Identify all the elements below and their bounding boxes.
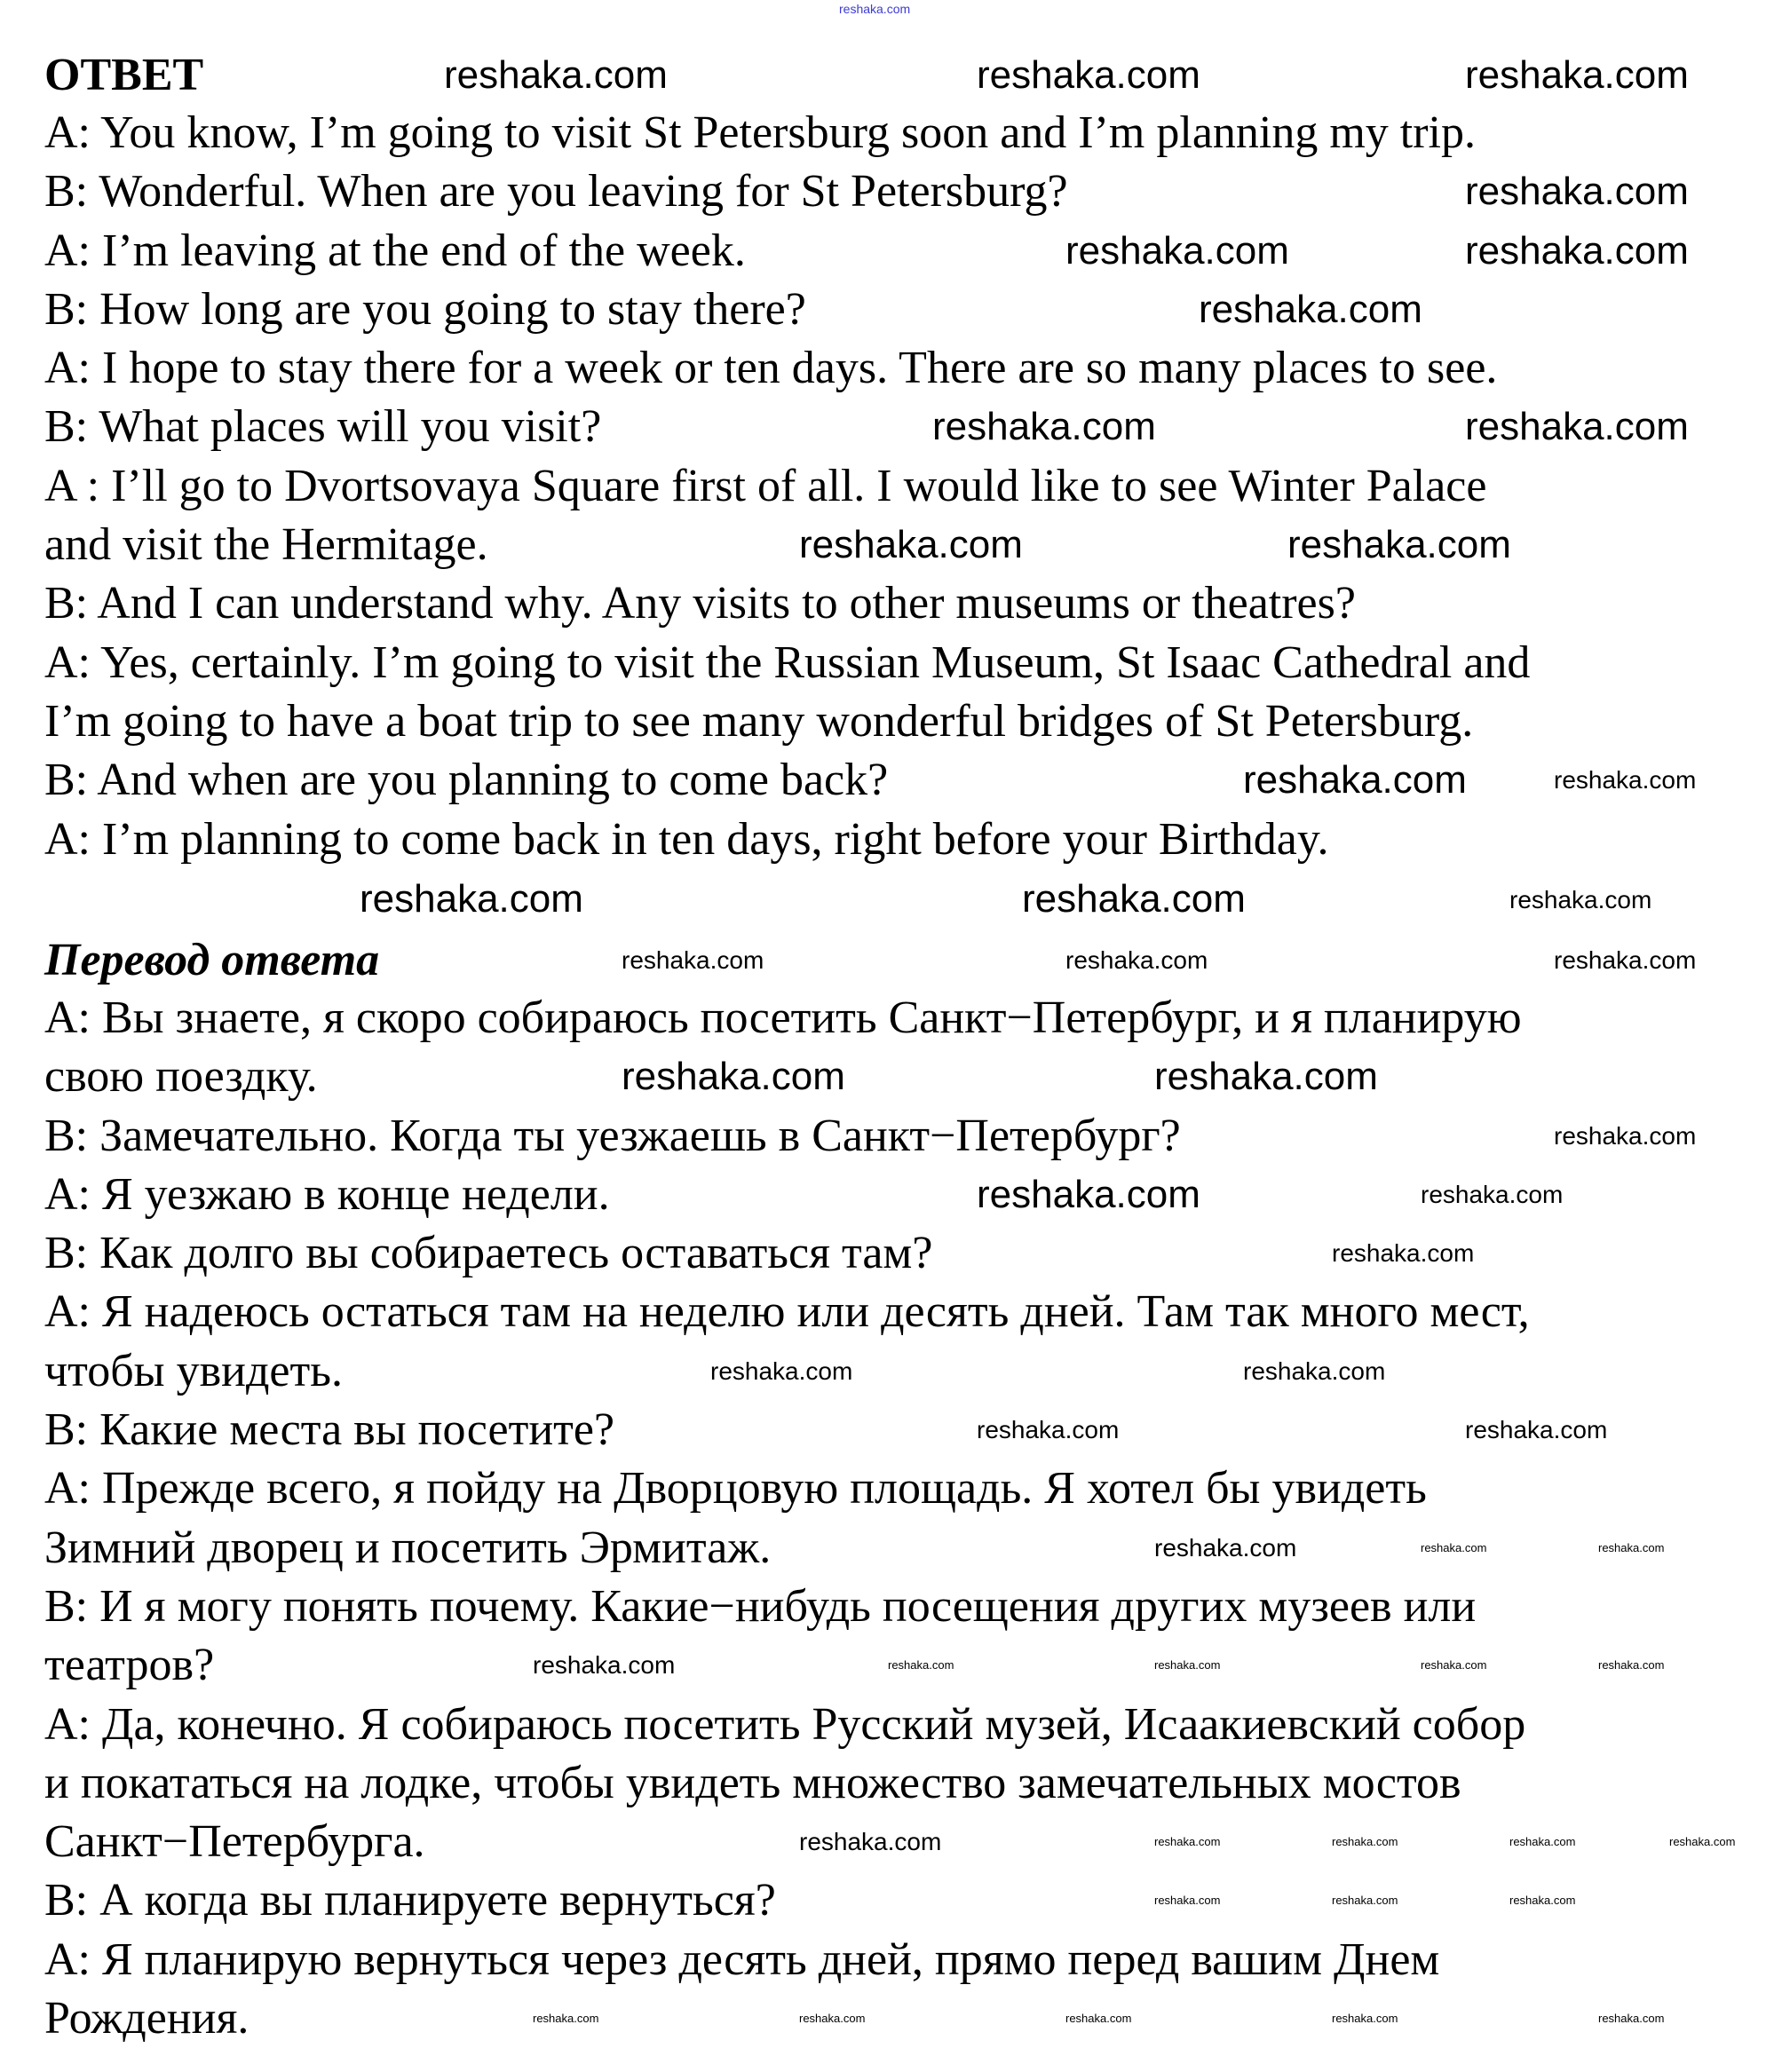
watermark: reshaka.com bbox=[977, 53, 1200, 97]
watermark: reshaka.com bbox=[1199, 288, 1422, 331]
watermark: reshaka.com bbox=[533, 2012, 599, 2025]
dialogue-line: and visit the Hermitage. bbox=[44, 519, 488, 571]
watermark: reshaka.com bbox=[1022, 877, 1246, 921]
watermark: reshaka.com bbox=[1287, 523, 1511, 566]
dialogue-line: Зимний дворец и посетить Эрмитаж. bbox=[44, 1522, 772, 1573]
dialogue-line: B: And I can understand why. Any visits to other museums or theatres? bbox=[44, 578, 1356, 629]
watermark: reshaka.com bbox=[932, 405, 1156, 448]
watermark: reshaka.com bbox=[1421, 1181, 1564, 1208]
dialogue-line: свою поездку. bbox=[44, 1051, 318, 1103]
watermark: reshaka.com bbox=[1554, 766, 1697, 794]
watermark: reshaka.com bbox=[1465, 53, 1689, 97]
dialogue-line: A: Yes, certainly. I’m going to visit the Russian Museum, St Isaac Cathedral and bbox=[44, 637, 1531, 688]
dialogue-line: A: I hope to stay there for a week or ten days. There are so many places to see. bbox=[44, 343, 1498, 394]
watermark: reshaka.com bbox=[1154, 1894, 1221, 1907]
watermark: reshaka.com bbox=[360, 877, 583, 921]
watermark: reshaka.com bbox=[622, 946, 764, 974]
watermark: reshaka.com bbox=[888, 1658, 954, 1672]
watermark: reshaka.com bbox=[799, 523, 1023, 566]
watermark: reshaka.com bbox=[1332, 1835, 1398, 1848]
watermark: reshaka.com bbox=[1421, 1658, 1487, 1672]
watermark: reshaka.com bbox=[533, 1651, 676, 1679]
dialogue-line: A : I’ll go to Dvortsovaya Square first of all. I would like to see Winter Palace bbox=[44, 460, 1487, 511]
dialogue-line: B: Как долго вы собираетесь оставаться там? bbox=[44, 1228, 933, 1279]
watermark: reshaka.com bbox=[1554, 1122, 1697, 1150]
watermark: reshaka.com bbox=[1065, 229, 1289, 273]
dialogue-line: A: Прежде всего, я пойду на Дворцовую площадь. Я хотел бы увидеть bbox=[44, 1463, 1427, 1514]
watermark: reshaka.com bbox=[1332, 1239, 1475, 1267]
watermark: reshaka.com bbox=[1509, 1835, 1576, 1848]
watermark: reshaka.com bbox=[1509, 886, 1652, 913]
watermark: reshaka.com bbox=[977, 1416, 1120, 1443]
dialogue-line: B: And when are you planning to come back? bbox=[44, 755, 889, 806]
dialogue-line: B: Какие места вы посетите? bbox=[44, 1404, 615, 1456]
dialogue-line: B: А когда вы планируете вернуться? bbox=[44, 1875, 776, 1926]
watermark: reshaka.com bbox=[1332, 1894, 1398, 1907]
dialogue-line: B: И я могу понять почему. Какие−нибудь посещения других музеев или bbox=[44, 1580, 1477, 1632]
dialogue-line: A: Я планирую вернуться через десять дней, прямо перед вашим Днем bbox=[44, 1934, 1440, 1985]
dialogue-line: A: Я надеюсь остаться там на неделю или десять дней. Там так много мест, bbox=[44, 1286, 1530, 1338]
watermark: reshaka.com bbox=[1154, 1835, 1221, 1848]
answer-heading: ОТВЕТ bbox=[44, 50, 204, 100]
dialogue-line: Рождения. bbox=[44, 1993, 249, 2044]
dialogue-line: B: What places will you visit? bbox=[44, 401, 602, 453]
watermark: reshaka.com bbox=[1332, 2012, 1398, 2025]
dialogue-line: театров? bbox=[44, 1640, 215, 1691]
dialogue-line: B: How long are you going to stay there? bbox=[44, 283, 806, 335]
watermark: reshaka.com bbox=[622, 1055, 845, 1098]
dialogue-line: I’m going to have a boat trip to see many wonderful bridges of St Petersburg. bbox=[44, 695, 1474, 747]
watermark: reshaka.com bbox=[1465, 170, 1689, 213]
dialogue-line: A: I’m leaving at the end of the week. bbox=[44, 225, 746, 276]
dialogue-line: A: Вы знаете, я скоро собираюсь посетить Санкт−Петербург, и я планирую bbox=[44, 993, 1522, 1043]
watermark: reshaka.com bbox=[1154, 1534, 1297, 1562]
watermark: reshaka.com bbox=[1509, 1894, 1576, 1907]
translation-dialogue bbox=[44, 989, 1530, 2048]
watermark: reshaka.com bbox=[1554, 946, 1697, 974]
watermark: reshaka.com bbox=[1669, 1835, 1736, 1848]
watermark: reshaka.com bbox=[444, 53, 668, 97]
dialogue-line: Санкт−Петербурга. bbox=[44, 1816, 425, 1868]
watermark: reshaka.com bbox=[710, 1357, 853, 1385]
dialogue-line: A: I’m planning to come back in ten days, right before your Birthday. bbox=[44, 813, 1329, 865]
dialogue-line: чтобы увидеть. bbox=[44, 1345, 343, 1396]
watermark: reshaka.com bbox=[1465, 405, 1689, 448]
dialogue-line: и покататься на лодке, чтобы увидеть множество замечательных мостов bbox=[44, 1757, 1461, 1808]
dialogue-line: B: Wonderful. When are you leaving for St Petersburg? bbox=[44, 166, 1068, 217]
dialogue-line: B: Замечательно. Когда ты уезжаешь в Санкт−Петербург? bbox=[44, 1110, 1181, 1161]
watermark: reshaka.com bbox=[1598, 1541, 1665, 1554]
watermark: reshaka.com bbox=[1065, 946, 1208, 974]
site-link[interactable]: reshaka.com bbox=[839, 2, 911, 16]
watermark: reshaka.com bbox=[799, 2012, 866, 2025]
translation-heading: Перевод ответа bbox=[44, 935, 380, 985]
answer-dialogue bbox=[44, 104, 1530, 869]
dialogue-line: A: Я уезжаю в конце недели. bbox=[44, 1168, 610, 1220]
watermark: reshaka.com bbox=[977, 1173, 1200, 1216]
dialogue-line: A: Да, конечно. Я собираюсь посетить Русский музей, Исаакиевский собор bbox=[44, 1698, 1526, 1750]
watermark: reshaka.com bbox=[1465, 229, 1689, 273]
watermark: reshaka.com bbox=[1598, 1658, 1665, 1672]
watermark: reshaka.com bbox=[1598, 2012, 1665, 2025]
watermark: reshaka.com bbox=[1154, 1055, 1378, 1098]
dialogue-line: A: You know, I’m going to visit St Petersburg soon and I’m planning my trip. bbox=[44, 107, 1476, 158]
watermark: reshaka.com bbox=[1465, 1416, 1608, 1443]
watermark: reshaka.com bbox=[799, 1828, 942, 1855]
watermark: reshaka.com bbox=[1243, 758, 1467, 802]
watermark: reshaka.com bbox=[1421, 1541, 1487, 1554]
watermark: reshaka.com bbox=[1065, 2012, 1132, 2025]
watermark: reshaka.com bbox=[1243, 1357, 1386, 1385]
watermark: reshaka.com bbox=[1154, 1658, 1221, 1672]
